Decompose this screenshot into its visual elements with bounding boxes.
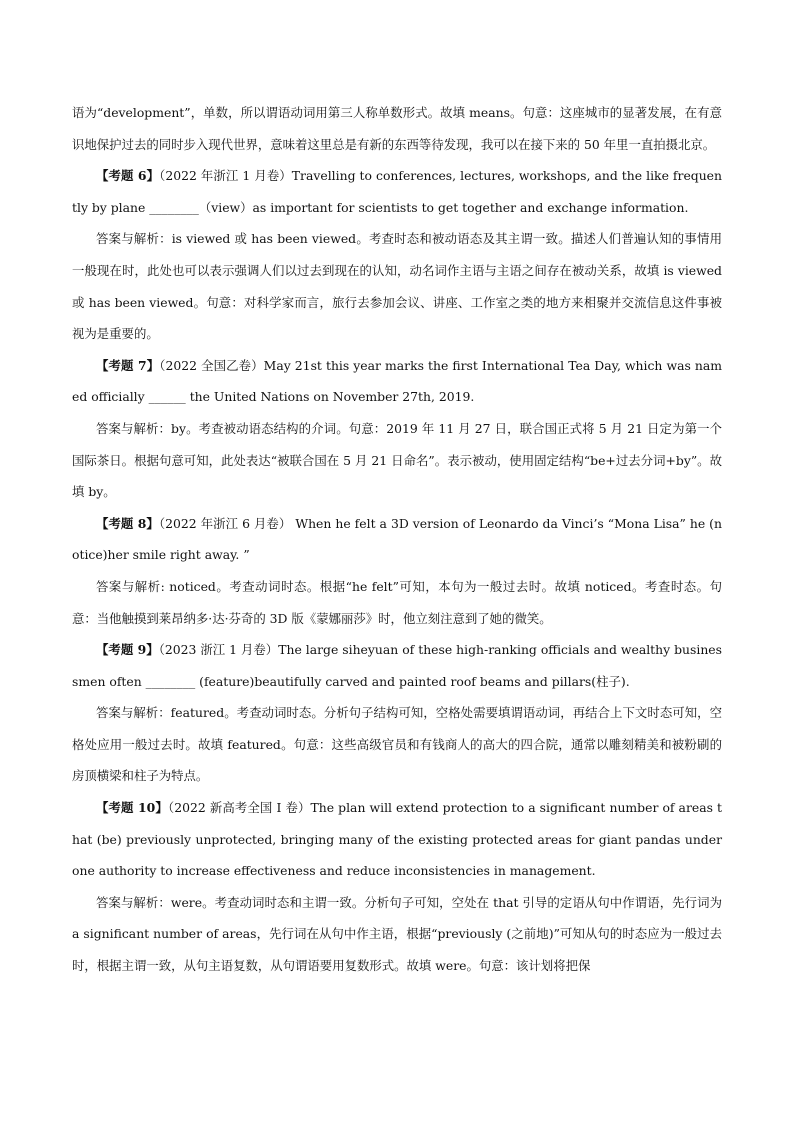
question-text: （2023 浙江 1 月卷）The large siheyuan of these high-ranking officials and wealthy businessmen often ________ (feature)beautifully carved and painted roof beams and pillars(柱子). — [72, 642, 723, 689]
answer-6: 答案与解析：is viewed 或 has been viewed。考查时态和被动语态及其主谓一致。描述人们普遍认知的事情用一般现在时，此处也可以表示强调人们以过去到现在的认知，动名词作主语与主语之间存在被动关系，故填 is viewed 或 has been viewed。句意：对科学家而言，旅行去参加会议、讲座、工作室之类的地方来相聚并交流信息这件事被视为是重要的。 — [72, 231, 722, 342]
answer-10: 答案与解析：were。考查动词时态和主谓一致。分析句子可知，空处在 that 引导的定语从句中作谓语，先行词为 a significant number of areas，先行词在从句中作主语，根据“previously (之前地)”可知从句的时态应为一般过去时，根据主谓一致，从句主语复数，从句谓语要用复数形式。故填 were。句意：该计划将把保 — [72, 894, 722, 974]
document-page — [72, 97, 722, 982]
question-7 — [72, 350, 722, 413]
question-text: （2022 年浙江 1 月卷）Travelling to conferences, lectures, workshops, and the like frequently by plane ________（view）as important for scientists to get together and exchange information. — [72, 168, 722, 215]
answer-9: 答案与解析：featured。考查动词时态。分析句子结构可知，空格处需要填谓语动词，再结合上下文时态可知，空格处应用一般过去时。故填 featured。句意：这些高级官员和有钱商人的高大的四合院，通常以雕刻精美和被粉刷的房顶横梁和柱子为特点。 — [72, 705, 723, 784]
question-label: 【考题 10】 — [96, 800, 168, 816]
intro-paragraph: 语为“development”，单数，所以谓语动词用第三人称单数形式。故填 means。句意：这座城市的显著发展，在有意识地保护过去的同时步入现代世界，意味着这里总是有新的东西等待发现，我可以在接下来的 50 年里一直拍摄北京。 — [72, 105, 722, 152]
question-label: 【考题 7】 — [96, 357, 160, 373]
question-label: 【考题 9】 — [96, 642, 159, 658]
question-label: 【考题 6】 — [96, 168, 160, 184]
question-text: （2022 全国乙卷）May 21st this year marks the first International Tea Day, which was named officially ______ the United Nations on November 27th, 2019. — [72, 357, 722, 405]
question-label: 【考题 8】 — [96, 515, 159, 531]
question-9 — [72, 634, 722, 697]
answer-7: 答案与解析：by。考查被动语态结构的介词。句意：2019 年 11 月 27 日，联合国正式将 5 月 21 日定为第一个国际茶日。根据句意可知，此处表达“被联合国在 5 月 21 日命名”。表示被动，使用固定结构“be+过去分词+by”。故填 by。 — [72, 420, 722, 500]
answer-8: 答案与解析: noticed。考查动词时态。根据“he felt”可知，本句为一般过去时。故填 noticed。考查时态。句意：当他触摸到莱昂纳多·达·芬奇的 3D 版《蒙娜丽莎》时，他立刻注意到了她的微笑。 — [72, 578, 722, 626]
question-8 — [72, 508, 722, 571]
question-6 — [72, 160, 722, 223]
question-10 — [72, 792, 722, 887]
question-text: （2022 年浙江 6 月卷） When he felt a 3D version of Leonardo da Vinci’s “Mona Lisa” he (notice)her smile right away. ” — [72, 515, 722, 563]
question-text: （2022 新高考全国 I 卷）The plan will extend protection to a significant number of areas that (be) previously unprotected, bringing many of the existing protected areas for giant pandas under one authority to increase effectiveness and reduce inconsistencies in management. — [72, 800, 722, 879]
